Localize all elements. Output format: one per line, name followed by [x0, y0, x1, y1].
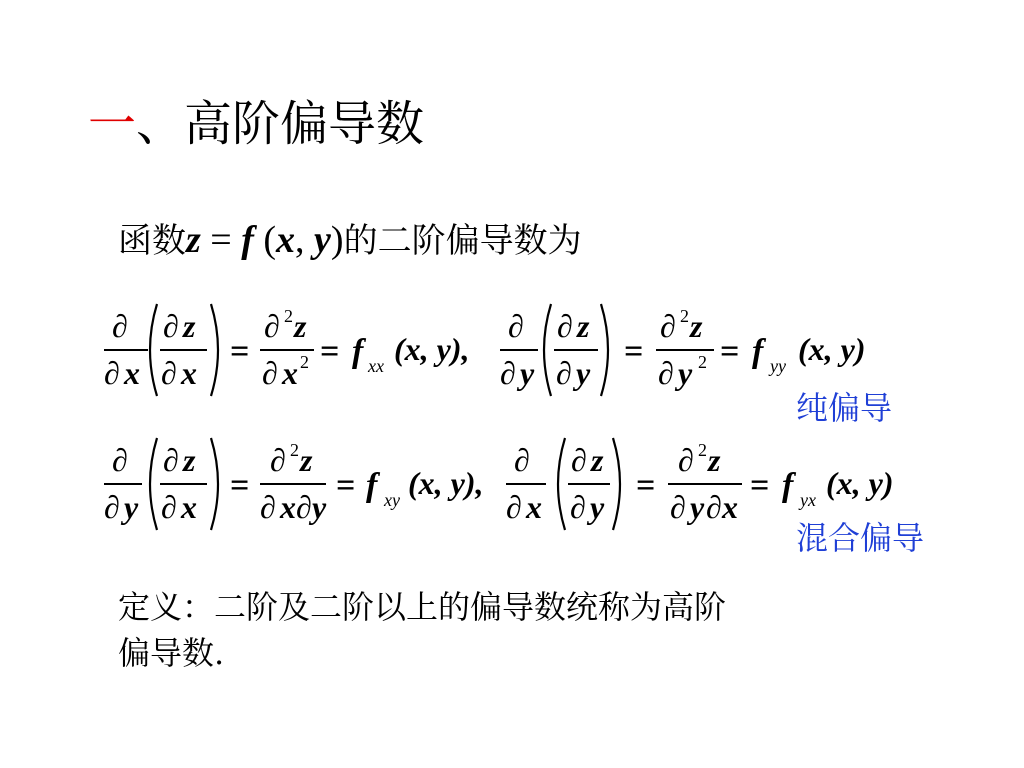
svg-text:=: = — [336, 467, 356, 504]
svg-text:y: y — [678, 355, 693, 391]
svg-text:∂: ∂ — [571, 442, 587, 478]
svg-text:y: y — [124, 489, 139, 525]
svg-text:∂: ∂ — [706, 489, 722, 525]
label-mixed-partial: 混合偏导 — [796, 519, 925, 557]
svg-text:∂: ∂ — [500, 355, 516, 391]
svg-text:∂: ∂ — [660, 308, 676, 344]
svg-text:y: y — [590, 489, 605, 525]
svg-text:yy: yy — [770, 356, 786, 376]
svg-text:z: z — [183, 308, 196, 344]
definition-line-1: 定义：二阶及二阶以上的偏导数统称为高阶 — [118, 588, 727, 626]
svg-text:∂: ∂ — [557, 308, 573, 344]
formula-fxy — [104, 440, 484, 525]
svg-text:x: x — [526, 489, 542, 525]
svg-text:y: y — [690, 489, 705, 525]
svg-text:∂: ∂ — [104, 355, 120, 391]
label-pure-partial: 纯偏导 — [796, 389, 893, 427]
svg-text:f: f — [752, 333, 764, 370]
function-expression: z = f (x, y) — [186, 219, 344, 261]
svg-text:=: = — [320, 333, 340, 370]
svg-text:=: = — [230, 333, 250, 370]
svg-text:2: 2 — [300, 352, 309, 372]
svg-text:f: f — [366, 467, 378, 504]
svg-text:2: 2 — [698, 352, 707, 372]
svg-text:(x, y),: (x, y), — [394, 331, 470, 367]
svg-text:f: f — [352, 333, 364, 370]
svg-text:z: z — [708, 442, 721, 478]
svg-text:∂: ∂ — [260, 489, 276, 525]
svg-text:∂: ∂ — [678, 442, 694, 478]
section-separator: 、 — [136, 96, 185, 152]
svg-text:z: z — [591, 442, 604, 478]
svg-text:(x, y): (x, y) — [826, 465, 894, 501]
definition-text — [118, 584, 898, 676]
svg-text:y: y — [576, 355, 591, 391]
svg-text:xy: xy — [384, 490, 400, 510]
svg-text:x: x — [280, 489, 296, 525]
formula-fxx — [104, 306, 470, 391]
svg-text:∂: ∂ — [506, 489, 522, 525]
svg-text:∂: ∂ — [556, 355, 572, 391]
svg-text:(x, y): (x, y) — [798, 331, 866, 367]
svg-text:f: f — [782, 467, 794, 504]
svg-text:∂: ∂ — [161, 489, 177, 525]
svg-text:∂: ∂ — [514, 442, 530, 478]
svg-text:=: = — [750, 467, 770, 504]
svg-text:x: x — [282, 355, 298, 391]
svg-text:∂: ∂ — [296, 489, 312, 525]
svg-text:∂: ∂ — [670, 489, 686, 525]
svg-text:z: z — [577, 308, 590, 344]
svg-text:2: 2 — [284, 306, 293, 326]
svg-text:∂: ∂ — [262, 355, 278, 391]
svg-text:(x, y),: (x, y), — [408, 465, 484, 501]
svg-text:x: x — [181, 355, 197, 391]
svg-text:x: x — [124, 355, 140, 391]
svg-text:x: x — [722, 489, 738, 525]
svg-text:∂: ∂ — [112, 442, 128, 478]
section-number: 一 — [88, 96, 137, 152]
svg-text:∂: ∂ — [163, 442, 179, 478]
svg-text:∂: ∂ — [163, 308, 179, 344]
svg-text:z: z — [294, 308, 307, 344]
svg-text:∂: ∂ — [264, 308, 280, 344]
fraction-bars — [104, 350, 742, 484]
svg-text:2: 2 — [290, 440, 299, 460]
formula-fyx — [506, 440, 894, 525]
definition-line-2: 偏导数. — [118, 634, 225, 672]
svg-text:z: z — [183, 442, 196, 478]
svg-text:x: x — [181, 489, 197, 525]
intro-prefix: 函数 — [118, 221, 186, 261]
svg-text:2: 2 — [680, 306, 689, 326]
formula-fyy — [500, 306, 866, 391]
svg-text:∂: ∂ — [270, 442, 286, 478]
svg-text:=: = — [720, 333, 740, 370]
svg-text:=: = — [636, 467, 656, 504]
svg-text:z: z — [300, 442, 313, 478]
svg-text:z: z — [690, 308, 703, 344]
svg-text:∂: ∂ — [570, 489, 586, 525]
svg-text:y: y — [312, 489, 327, 525]
intro-suffix: 的二阶偏导数为 — [343, 221, 582, 261]
svg-text:∂: ∂ — [104, 489, 120, 525]
svg-text:xx: xx — [368, 356, 384, 376]
svg-text:=: = — [230, 467, 250, 504]
svg-text:∂: ∂ — [112, 308, 128, 344]
svg-text:yx: yx — [800, 490, 816, 510]
svg-text:∂: ∂ — [658, 355, 674, 391]
svg-text:y: y — [520, 355, 535, 391]
section-title: 高阶偏导数 — [184, 96, 425, 152]
svg-text:∂: ∂ — [508, 308, 524, 344]
svg-text:=: = — [624, 333, 644, 370]
svg-text:2: 2 — [698, 440, 707, 460]
svg-text:∂: ∂ — [161, 355, 177, 391]
